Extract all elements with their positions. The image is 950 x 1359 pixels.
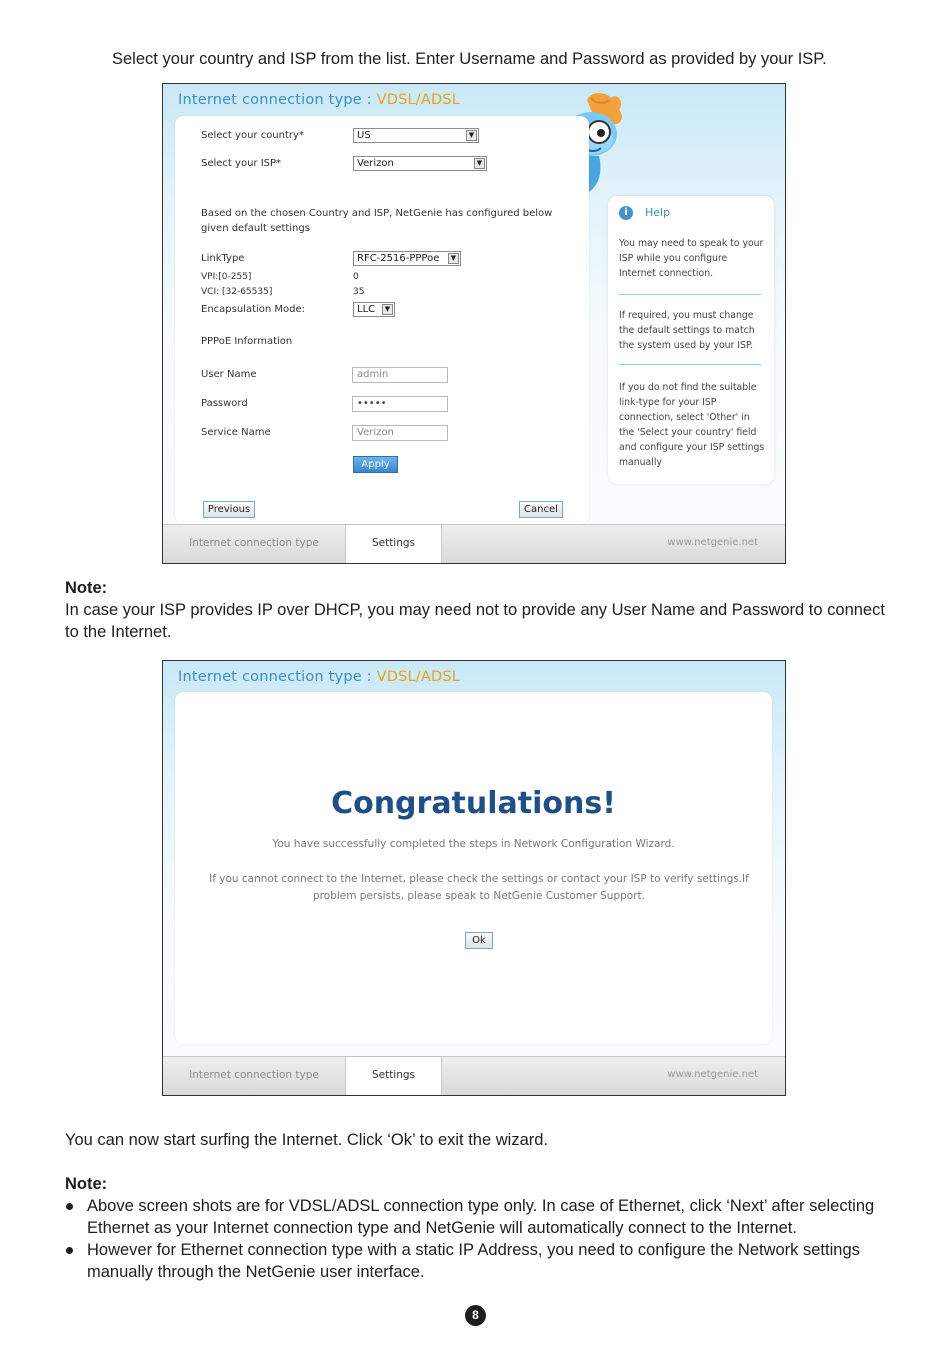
chevron-down-icon[interactable]: ▼	[382, 304, 393, 315]
note-bullet: However for Ethernet connection type with a static IP Address, you need to configure the Network settings manually through the NetGenie user interface.	[87, 1241, 860, 1281]
username-label: User Name	[201, 369, 257, 380]
username-input[interactable]: admin	[352, 367, 448, 383]
intro-text: Select your country and ISP from the list. Enter Username and Password as provided by your ISP.	[112, 50, 827, 68]
page-number: 8	[465, 1305, 486, 1326]
encapsulation-select[interactable]	[353, 302, 395, 317]
bullet-icon	[65, 1202, 75, 1212]
note-heading: Note:	[65, 579, 108, 597]
default-settings-note: Based on the chosen Country and ISP, NetGenie has configured below given default settings	[201, 208, 553, 234]
screen-title	[178, 669, 460, 685]
bullet-icon	[65, 1246, 75, 1256]
screen-title-prefix: Internet connection type :	[178, 669, 377, 685]
screen-title-accent: VDSL/ADSL	[376, 92, 461, 108]
screen-title-accent: VDSL/ADSL	[376, 669, 461, 685]
service-name-label: Service Name	[201, 427, 271, 438]
apply-button[interactable]: Apply	[353, 456, 398, 473]
footer-url[interactable]: www.netgenie.net	[667, 1069, 758, 1080]
country-label: Select your country*	[201, 130, 304, 141]
country-value: US	[357, 130, 371, 141]
note-heading: Note:	[65, 1175, 108, 1193]
note-text: In case your ISP provides IP over DHCP, you may need not to provide any User Name and Password to connect to the Internet.	[65, 601, 885, 641]
help-divider	[619, 294, 761, 295]
help-divider	[619, 364, 761, 365]
linktype-label: LinkType	[201, 253, 245, 264]
ok-button[interactable]: Ok	[465, 932, 493, 949]
congratulations-screenshot	[162, 660, 786, 1096]
congratulations-heading: Congratulations!	[331, 786, 616, 821]
tab-internet-connection-type[interactable]: Internet connection type	[189, 537, 319, 549]
help-title: Help	[645, 206, 671, 219]
tab-internet-connection-type[interactable]: Internet connection type	[189, 1069, 319, 1081]
encapsulation-label: Encapsulation Mode:	[201, 304, 306, 315]
help-paragraph-3: If you do not find the suitable link-type for your ISP connection, select 'Other' in the 'Select your country' field and configure your ISP settings manually	[619, 382, 765, 468]
vpi-label: VPI:[0-255]	[201, 272, 252, 282]
congratulations-panel	[175, 692, 772, 1044]
help-paragraph-1: You may need to speak to your ISP while you configure Internet connection.	[619, 238, 764, 279]
vci-label: VCI: [32-65535]	[201, 287, 273, 297]
previous-button[interactable]: Previous	[203, 501, 255, 518]
footer-url[interactable]: www.netgenie.net	[667, 537, 758, 548]
note-bullet: Above screen shots are for VDSL/ADSL connection type only. In case of Ethernet, click ‘Next’ after selecting Ethernet as your Internet connection type and NetGenie will automatically connect to the Internet.	[87, 1197, 875, 1237]
tab-settings[interactable]: Settings	[345, 525, 442, 563]
chevron-down-icon[interactable]: ▼	[474, 158, 485, 169]
help-box	[608, 196, 774, 484]
isp-label: Select your ISP*	[201, 158, 282, 169]
tab-settings[interactable]: Settings	[345, 1057, 442, 1095]
country-select[interactable]	[353, 128, 479, 143]
isp-select[interactable]	[353, 156, 487, 171]
screen-title-prefix: Internet connection type :	[178, 92, 377, 108]
info-icon: i	[619, 206, 633, 220]
isp-settings-screenshot	[162, 83, 786, 564]
linktype-value: RFC-2516-PPPoe	[357, 253, 440, 264]
screen-title	[178, 92, 460, 108]
footer-bar	[163, 524, 785, 563]
linktype-select[interactable]	[353, 251, 461, 266]
chevron-down-icon[interactable]: ▼	[448, 253, 459, 264]
settings-panel	[175, 116, 589, 524]
service-name-input[interactable]: Verizon	[352, 425, 448, 441]
chevron-down-icon[interactable]: ▼	[466, 130, 477, 141]
isp-value: Verizon	[357, 158, 394, 169]
troubleshoot-text: If you cannot connect to the Internet, please check the settings or contact your ISP to verify settings.If problem persists, please speak to NetGenie Customer Support.	[209, 873, 749, 902]
password-input[interactable]: •••••	[352, 396, 448, 412]
help-paragraph-2: If required, you must change the default settings to match the system used by your ISP.	[619, 310, 755, 351]
encapsulation-value: LLC	[357, 304, 376, 315]
footer-bar	[163, 1056, 785, 1095]
vpi-value: 0	[353, 272, 359, 282]
password-label: Password	[201, 398, 248, 409]
success-text: You have successfully completed the steps in Network Configuration Wizard.	[272, 838, 675, 850]
vci-value: 35	[353, 287, 365, 297]
surf-text: You can now start surfing the Internet. Click ‘Ok’ to exit the wizard.	[65, 1131, 549, 1149]
cancel-button[interactable]: Cancel	[519, 501, 563, 518]
pppoe-heading: PPPoE Information	[201, 336, 293, 347]
